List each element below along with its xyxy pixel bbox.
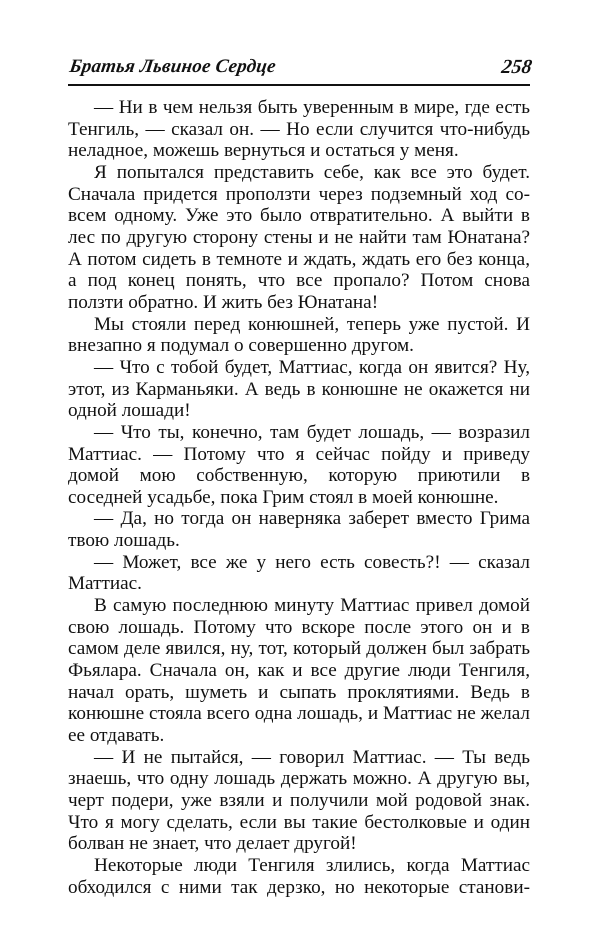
- paragraph: В самую последнюю минуту Маттиас привел домой свою лошадь. Потому что вскоре после этого он и в самом деле явился, ну, тот, который должен был забрать Фьялара. Сначала он, как и все другие люди Тенгиля, начал орать, шуметь и сыпать проклятиями. Ведь в конюшне стояла всего одна лошадь, и Маттиас не желал ее отдавать.: [68, 595, 530, 747]
- page-header: [68, 56, 534, 84]
- paragraph: — Что с тобой будет, Маттиас, когда он явится? Ну, этот, из Карманьяки. А ведь в конюшне не окажется ни одной лошади!: [68, 356, 530, 422]
- paragraph: Я попытался представить себе, как все это будет. Сначала придется проползти через подземный ход совсем одному. Уже это было отвратительно. А выйти в лес по другую сторону стены и не найти там Юнатана? А потом сидеть в темноте и ждать, ждать его без конца, а под конец понять, что все пропало? Потом снова ползти обратно. И жить без Юнатана!: [68, 161, 530, 313]
- running-title: Братья Львиное Сердце: [68, 56, 278, 77]
- paragraph: — Да, но тогда он наверняка заберет вместо Грима твою лошадь.: [68, 508, 530, 552]
- paragraph: — Может, все же у него есть совесть?! — сказал Маттиас.: [68, 551, 530, 595]
- paragraph: — И не пытайся, — говорил Маттиас. — Ты ведь знаешь, что одну лошадь держать можно. А другую вы, черт подери, уже взяли и получили мой родовой знак. Что я могу сделать, если вы такие бестолковые и один болван не знает, что делает другой!: [68, 746, 530, 855]
- paragraph: — Ни в чем нельзя быть уверенным в мире, где есть Тенгиль, — сказал он. — Но если случится что-нибудь неладное, можешь вернуться и остаться у меня.: [68, 97, 530, 162]
- paragraph: — Что ты, конечно, там будет лошадь, — возразил Маттиас. — Потому что я сейчас пойду и приведу домой мою собственную, которую приютили в соседней усадьбе, пока Грим стоял в моей конюшне.: [68, 421, 530, 508]
- paragraph: Мы стояли перед конюшней, теперь уже пустой. И внезапно я подумал о совершенно другом.: [68, 313, 530, 357]
- header-rule: [68, 84, 530, 86]
- page-number: 258: [500, 56, 534, 78]
- body-text: [68, 97, 530, 898]
- paragraph: Некоторые люди Тенгиля злились, когда Маттиас обходился с ними так дерзко, но некоторые станови-: [68, 854, 530, 898]
